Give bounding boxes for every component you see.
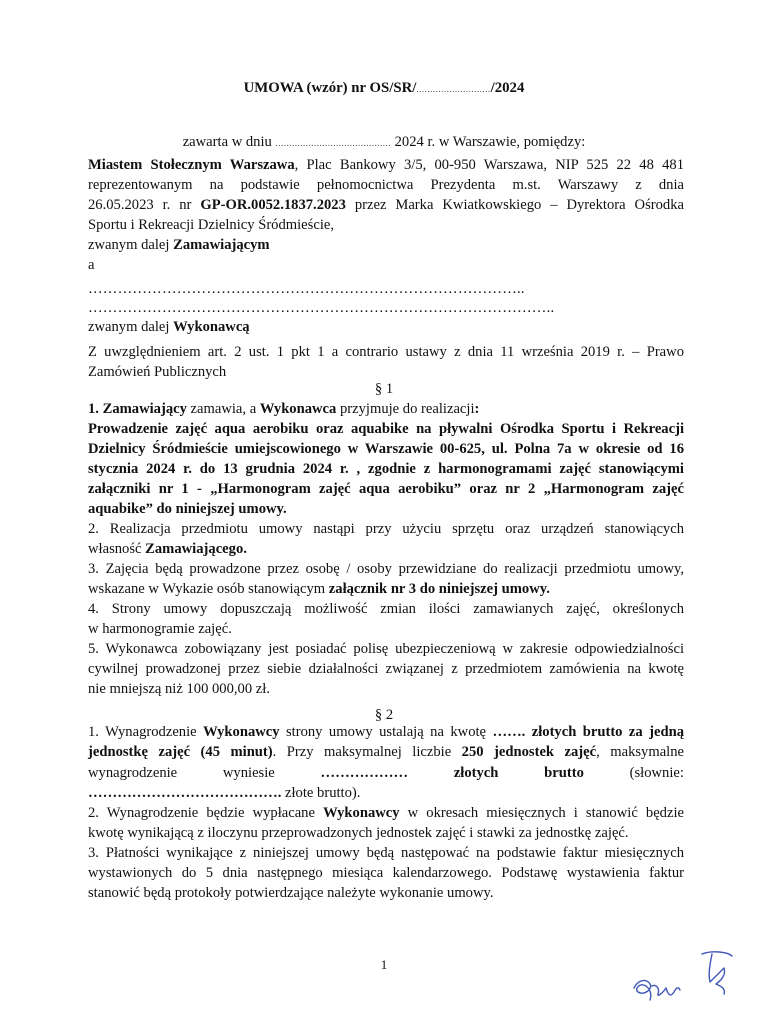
section-1-point-3-line-2: wskazane w Wykazie osób stanowiącym załącznik nr 3 do niniejszej umowy. [88, 581, 550, 597]
section-1-heading: § 1 [374, 381, 394, 397]
section-2-heading: § 2 [374, 707, 394, 723]
section-1-point-2-line-2: własność Zamawiającego. [88, 541, 247, 557]
section-2-point-1-line-3: wynagrodzenie wyniesie ……………… złotych brutto (słownie: [88, 765, 684, 781]
section-1-point-4-line-1: 4. Strony umowy dopuszczają możliwość zmian ilości zamawianych zajęć, określonych [88, 601, 684, 617]
legal-basis-line-1: Z uwzględnieniem art. 2 ust. 1 pkt 1 a contrario ustawy z dnia 11 września 2019 r. – Prawo [88, 344, 684, 360]
page-number: 1 [380, 957, 388, 972]
party-a-line-2: reprezentowanym na podstawie pełnomocnictwa Prezydenta m.st. Warszawy z dnia [88, 177, 684, 193]
subject-line-1: Prowadzenie zajęć aqua aerobiku oraz aquabike na pływalni Ośrodka Sportu i Rekreacji [88, 421, 684, 437]
section-1-point-4-line-2: w harmonogramie zajęć. [88, 621, 232, 637]
section-2-point-1-line-1: 1. Wynagrodzenie Wykonawcy strony umowy ustalają na kwotę ……. złotych brutto za jedną [88, 724, 684, 740]
section-1-point-5-line-2: cywilnej prowadzonej przez siebie działalności związanej z przedmiotem zamówienia na kwotę [88, 661, 684, 677]
section-1-point-5-line-3: nie mniejszą niż 100 000,00 zł. [88, 681, 270, 697]
section-1-point-1: 1. Zamawiający zamawia, a Wykonawca przyjmuje do realizacji: [88, 401, 480, 417]
subject-line-4: załączniki nr 1 - „Harmonogram zajęć aqua aerobiku” oraz nr 2 „Harmonogram zajęć [88, 481, 684, 497]
party-a-called-as: zwanym dalej Zamawiającym [88, 237, 270, 253]
signature-initials-1 [634, 981, 680, 1000]
section-2-point-2-line-2: kwotę wynikającą z iloczynu przeprowadzonych jednostek zajęć i stawki za jednostkę zajęć. [88, 825, 629, 841]
party-a-line-3: 26.05.2023 r. nr GP-OR.0052.1837.2023 przez Marka Kwiatkowskiego – Dyrektora Ośrodka [88, 197, 684, 213]
signature-initials-2 [702, 952, 732, 994]
section-2-point-2-line-1: 2. Wynagrodzenie będzie wypłacane Wykonawcy w okresach miesięcznych i stanowić będzie [88, 805, 684, 821]
subject-line-5: aquabike” do niniejszej umowy. [88, 501, 287, 517]
party-a-line-1: Miastem Stołecznym Warszawa, Plac Bankowy 3/5, 00-950 Warszawa, NIP 525 22 48 481 [88, 157, 684, 173]
section-1-point-3-line-1: 3. Zajęcia będą prowadzone przez osobę / osoby przewidziane do realizacji przedmiotu umowy, [88, 561, 684, 577]
subject-line-2: Dzielnicy Śródmieście umiejscowionego w Warszawie 00-625, ul. Polna 7a w okresie od 16 [88, 441, 684, 457]
section-2-point-3-line-1: 3. Płatności wynikające z niniejszej umowy będą następować na podstawie faktur miesięcznych [88, 845, 684, 861]
document-title: UMOWA (wzór) nr OS/SR/.........................../2024 [243, 80, 525, 96]
contractor-blank-line-1: …………………………………………………………………………….. [88, 281, 525, 297]
handwritten-signature [628, 944, 748, 1008]
section-1-point-2-line-1: 2. Realizacja przedmiotu umowy nastąpi przy użyciu sprzętu oraz urządzeń stanowiących [88, 521, 684, 537]
section-1-point-5-line-1: 5. Wykonawca zobowiązany jest posiadać polisę ubezpieczeniową w zakresie odpowiedzialności [88, 641, 684, 657]
section-2-point-3-line-2: wystawionych do 5 dnia następnego miesiąca kalendarzowego. Podstawę wystawienia faktur [88, 865, 684, 881]
section-2-point-1-line-2: jednostkę zajęć (45 minut). Przy maksymalnej liczbie 250 jednostek zajęć, maksymalne [88, 744, 684, 760]
concluded-line: zawarta w dniu .......................................... 2024 r. w Warszawie, pomiędzy: [182, 134, 586, 150]
subject-line-3: stycznia 2024 r. do 13 grudnia 2024 r. , zgodnie z harmonogramami zajęć stanowiącymi [88, 461, 684, 477]
contractor-blank-line-2: ………………………………………………………………………………….. [88, 300, 555, 316]
party-b-called-as: zwanym dalej Wykonawcą [88, 319, 250, 335]
signature-strokes [634, 952, 732, 1000]
section-2-point-3-line-3: stanowić będą protokoły potwierdzające należyte wykonanie umowy. [88, 885, 494, 901]
section-2-point-1-line-4: …………………………………. złote brutto). [88, 785, 361, 801]
and-conjunction: a [88, 257, 95, 273]
legal-basis-line-2: Zamówień Publicznych [88, 364, 227, 380]
party-a-line-4: Sportu i Rekreacji Dzielnicy Śródmieście, [88, 217, 334, 233]
